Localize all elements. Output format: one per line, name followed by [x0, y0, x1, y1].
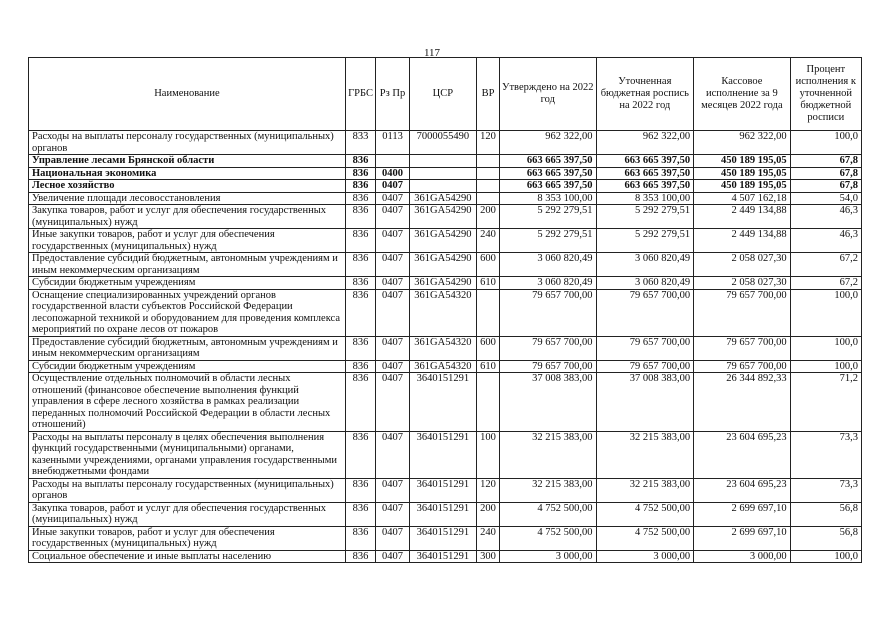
cell-refined: 5 292 279,51 [596, 229, 694, 253]
cell-cash: 79 657 700,00 [694, 289, 791, 336]
cell-grbs: 836 [345, 478, 375, 502]
table-row [29, 360, 862, 373]
cell-csr: 361GA54290 [409, 229, 476, 253]
header-approved: Утверждено на 2022 год [500, 58, 597, 131]
cell-rzpr: 0407 [376, 526, 410, 550]
cell-refined: 3 000,00 [596, 550, 694, 563]
cell-vr: 240 [476, 229, 499, 253]
cell-approved: 79 657 700,00 [500, 360, 597, 373]
cell-cash: 962 322,00 [694, 131, 791, 155]
cell-approved: 4 752 500,00 [500, 526, 597, 550]
cell-name: Лесное хозяйство [29, 180, 346, 193]
cell-csr [409, 180, 476, 193]
cell-cash: 450 189 195,05 [694, 155, 791, 168]
cell-name: Предоставление субсидий бюджетным, автономным учреждениям и иным некоммерческим организациям [29, 336, 346, 360]
cell-refined: 8 353 100,00 [596, 192, 694, 205]
cell-name: Расходы на выплаты персоналу в целях обеспечения выполнения функций государственными (муниципальными) органами, казенными учреждениями, органами управления государственными внебюджетными фондами [29, 431, 346, 478]
cell-approved: 3 060 820,49 [500, 253, 597, 277]
cell-grbs: 836 [345, 277, 375, 290]
cell-refined: 37 008 383,00 [596, 373, 694, 432]
cell-refined: 663 665 397,50 [596, 167, 694, 180]
cell-rzpr: 0407 [376, 180, 410, 193]
cell-csr: 3640151291 [409, 502, 476, 526]
cell-name: Закупка товаров, работ и услуг для обеспечения государственных (муниципальных) нужд [29, 502, 346, 526]
cell-rzpr: 0407 [376, 192, 410, 205]
cell-rzpr: 0407 [376, 336, 410, 360]
table-row [29, 277, 862, 290]
cell-grbs: 836 [345, 229, 375, 253]
cell-cash: 26 344 892,33 [694, 373, 791, 432]
cell-csr: 361GA54290 [409, 192, 476, 205]
cell-vr: 120 [476, 131, 499, 155]
cell-name: Предоставление субсидий бюджетным, автономным учреждениям и иным некоммерческим организациям [29, 253, 346, 277]
cell-rzpr: 0407 [376, 289, 410, 336]
cell-approved: 37 008 383,00 [500, 373, 597, 432]
cell-csr: 3640151291 [409, 431, 476, 478]
page-number: 117 [423, 47, 441, 59]
budget-table [28, 57, 862, 563]
cell-grbs: 836 [345, 502, 375, 526]
cell-percent: 71,2 [790, 373, 861, 432]
cell-rzpr: 0407 [376, 373, 410, 432]
cell-vr: 610 [476, 360, 499, 373]
header-rzpr: Рз Пр [376, 58, 410, 131]
cell-percent: 46,3 [790, 229, 861, 253]
cell-grbs: 836 [345, 526, 375, 550]
cell-name: Управление лесами Брянской области [29, 155, 346, 168]
cell-percent: 67,2 [790, 253, 861, 277]
cell-cash: 2 058 027,30 [694, 253, 791, 277]
cell-name: Иные закупки товаров, работ и услуг для обеспечения государственных (муниципальных) нужд [29, 229, 346, 253]
cell-percent: 67,8 [790, 155, 861, 168]
cell-approved: 32 215 383,00 [500, 478, 597, 502]
cell-cash: 23 604 695,23 [694, 431, 791, 478]
cell-grbs: 836 [345, 360, 375, 373]
cell-rzpr: 0400 [376, 167, 410, 180]
cell-grbs: 836 [345, 289, 375, 336]
cell-vr: 600 [476, 336, 499, 360]
cell-percent: 100,0 [790, 550, 861, 563]
table-row [29, 431, 862, 478]
cell-cash: 4 507 162,18 [694, 192, 791, 205]
cell-rzpr: 0407 [376, 277, 410, 290]
table-row [29, 550, 862, 563]
cell-grbs: 836 [345, 192, 375, 205]
cell-vr [476, 180, 499, 193]
cell-refined: 79 657 700,00 [596, 289, 694, 336]
cell-grbs: 836 [345, 431, 375, 478]
cell-percent: 73,3 [790, 431, 861, 478]
cell-csr: 3640151291 [409, 550, 476, 563]
cell-refined: 663 665 397,50 [596, 180, 694, 193]
table-row [29, 336, 862, 360]
table-row [29, 373, 862, 432]
cell-name: Осуществление отдельных полномочий в области лесных отношений (финансовое обеспечение выполнения функций управления в сфере лесного хозяйства в рамках реализации переданных полномочий Российской Федерации в области лесных отношений) [29, 373, 346, 432]
cell-percent: 67,8 [790, 180, 861, 193]
cell-csr: 3640151291 [409, 526, 476, 550]
cell-percent: 100,0 [790, 131, 861, 155]
cell-name: Расходы на выплаты персоналу государственных (муниципальных) органов [29, 478, 346, 502]
cell-percent: 100,0 [790, 336, 861, 360]
cell-vr: 240 [476, 526, 499, 550]
cell-name: Социальное обеспечение и иные выплаты населению [29, 550, 346, 563]
table-row [29, 289, 862, 336]
cell-grbs: 836 [345, 253, 375, 277]
cell-csr: 361GA54290 [409, 205, 476, 229]
cell-cash: 2 699 697,10 [694, 526, 791, 550]
cell-rzpr: 0407 [376, 431, 410, 478]
header-vr: ВР [476, 58, 499, 131]
cell-vr [476, 155, 499, 168]
cell-percent: 100,0 [790, 289, 861, 336]
cell-cash: 2 449 134,88 [694, 205, 791, 229]
cell-refined: 5 292 279,51 [596, 205, 694, 229]
cell-percent: 56,8 [790, 526, 861, 550]
cell-csr: 3640151291 [409, 373, 476, 432]
cell-grbs: 836 [345, 373, 375, 432]
cell-refined: 3 060 820,49 [596, 253, 694, 277]
cell-vr: 120 [476, 478, 499, 502]
cell-percent: 56,8 [790, 502, 861, 526]
cell-refined: 79 657 700,00 [596, 336, 694, 360]
cell-approved: 32 215 383,00 [500, 431, 597, 478]
cell-vr: 200 [476, 205, 499, 229]
header-cash: Кассовое исполнение за 9 месяцев 2022 года [694, 58, 791, 131]
cell-refined: 32 215 383,00 [596, 478, 694, 502]
table-row [29, 478, 862, 502]
cell-grbs: 836 [345, 336, 375, 360]
cell-vr [476, 192, 499, 205]
cell-name: Увеличение площади лесовосстановления [29, 192, 346, 205]
cell-csr: 361GA54320 [409, 336, 476, 360]
cell-name: Оснащение специализированных учреждений органов государственной власти субъектов Российской Федерации лесопожарной техникой и оборудованием для проведения комплекса мероприятий по охране лесов от пожаров [29, 289, 346, 336]
cell-csr: 361GA54320 [409, 360, 476, 373]
header-percent: Процент исполнения к уточненной бюджетной росписи [790, 58, 861, 131]
cell-approved: 79 657 700,00 [500, 336, 597, 360]
cell-name: Национальная экономика [29, 167, 346, 180]
header-csr: ЦСР [409, 58, 476, 131]
cell-approved: 79 657 700,00 [500, 289, 597, 336]
cell-approved: 663 665 397,50 [500, 167, 597, 180]
table-row [29, 253, 862, 277]
cell-refined: 4 752 500,00 [596, 526, 694, 550]
cell-refined: 3 060 820,49 [596, 277, 694, 290]
cell-csr: 361GA54290 [409, 253, 476, 277]
cell-rzpr: 0407 [376, 253, 410, 277]
cell-rzpr: 0113 [376, 131, 410, 155]
cell-cash: 450 189 195,05 [694, 180, 791, 193]
cell-approved: 3 060 820,49 [500, 277, 597, 290]
cell-percent: 73,3 [790, 478, 861, 502]
cell-name: Субсидии бюджетным учреждениям [29, 360, 346, 373]
cell-vr [476, 373, 499, 432]
table-row [29, 167, 862, 180]
table-row [29, 205, 862, 229]
cell-cash: 79 657 700,00 [694, 336, 791, 360]
cell-vr: 600 [476, 253, 499, 277]
header-row [29, 58, 862, 131]
cell-approved: 4 752 500,00 [500, 502, 597, 526]
cell-csr [409, 167, 476, 180]
cell-cash: 79 657 700,00 [694, 360, 791, 373]
cell-grbs: 836 [345, 155, 375, 168]
cell-approved: 3 000,00 [500, 550, 597, 563]
cell-csr: 7000055490 [409, 131, 476, 155]
cell-name: Субсидии бюджетным учреждениям [29, 277, 346, 290]
cell-vr [476, 289, 499, 336]
cell-percent: 46,3 [790, 205, 861, 229]
cell-rzpr: 0407 [376, 229, 410, 253]
cell-name: Иные закупки товаров, работ и услуг для обеспечения государственных (муниципальных) нужд [29, 526, 346, 550]
cell-cash: 2 449 134,88 [694, 229, 791, 253]
table-row [29, 131, 862, 155]
cell-percent: 100,0 [790, 360, 861, 373]
cell-grbs: 836 [345, 550, 375, 563]
cell-rzpr: 0407 [376, 205, 410, 229]
cell-approved: 962 322,00 [500, 131, 597, 155]
cell-refined: 4 752 500,00 [596, 502, 694, 526]
cell-refined: 79 657 700,00 [596, 360, 694, 373]
cell-approved: 5 292 279,51 [500, 205, 597, 229]
table-row [29, 526, 862, 550]
cell-approved: 8 353 100,00 [500, 192, 597, 205]
cell-name: Расходы на выплаты персоналу государственных (муниципальных) органов [29, 131, 346, 155]
cell-vr [476, 167, 499, 180]
cell-name: Закупка товаров, работ и услуг для обеспечения государственных (муниципальных) нужд [29, 205, 346, 229]
cell-approved: 663 665 397,50 [500, 155, 597, 168]
cell-refined: 962 322,00 [596, 131, 694, 155]
cell-cash: 450 189 195,05 [694, 167, 791, 180]
cell-grbs: 833 [345, 131, 375, 155]
cell-cash: 2 058 027,30 [694, 277, 791, 290]
cell-grbs: 836 [345, 180, 375, 193]
cell-refined: 32 215 383,00 [596, 431, 694, 478]
cell-rzpr: 0407 [376, 478, 410, 502]
cell-vr: 200 [476, 502, 499, 526]
cell-approved: 663 665 397,50 [500, 180, 597, 193]
cell-rzpr: 0407 [376, 360, 410, 373]
cell-rzpr [376, 155, 410, 168]
cell-csr: 361GA54290 [409, 277, 476, 290]
cell-grbs: 836 [345, 205, 375, 229]
header-name: Наименование [29, 58, 346, 131]
cell-cash: 23 604 695,23 [694, 478, 791, 502]
cell-csr: 3640151291 [409, 478, 476, 502]
cell-csr: 361GA54320 [409, 289, 476, 336]
cell-rzpr: 0407 [376, 502, 410, 526]
cell-cash: 2 699 697,10 [694, 502, 791, 526]
table-row [29, 155, 862, 168]
cell-percent: 54,0 [790, 192, 861, 205]
cell-refined: 663 665 397,50 [596, 155, 694, 168]
cell-approved: 5 292 279,51 [500, 229, 597, 253]
cell-grbs: 836 [345, 167, 375, 180]
cell-cash: 3 000,00 [694, 550, 791, 563]
cell-percent: 67,8 [790, 167, 861, 180]
table-row [29, 180, 862, 193]
cell-percent: 67,2 [790, 277, 861, 290]
header-refined: Уточненная бюджетная роспись на 2022 год [596, 58, 694, 131]
table-row [29, 229, 862, 253]
cell-csr [409, 155, 476, 168]
cell-vr: 100 [476, 431, 499, 478]
cell-vr: 300 [476, 550, 499, 563]
cell-rzpr: 0407 [376, 550, 410, 563]
table-row [29, 502, 862, 526]
cell-vr: 610 [476, 277, 499, 290]
header-grbs: ГРБС [345, 58, 375, 131]
table-row [29, 192, 862, 205]
